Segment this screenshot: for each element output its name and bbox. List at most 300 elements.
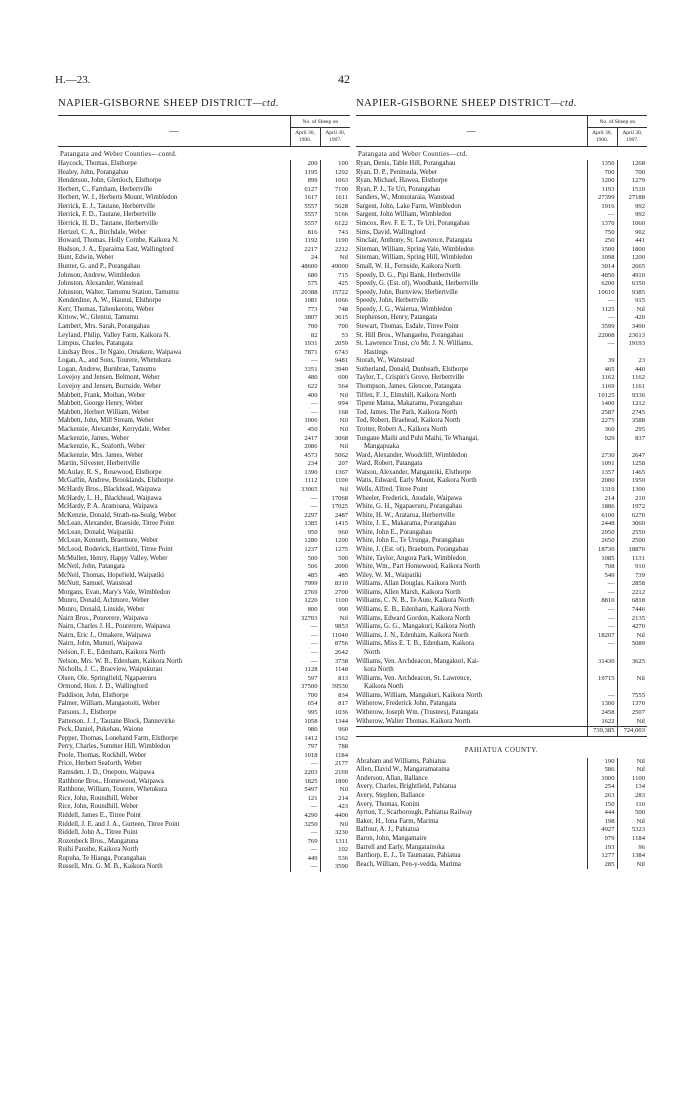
row-name: White, J. (Est. of), Braeburn, Porangahau — [356, 546, 469, 554]
sheep-1906: — — [290, 649, 320, 658]
row-name: Riddell, J. E. and J. A., Gurteen, Titree Point — [58, 820, 180, 828]
table-row — [356, 683, 647, 692]
sheep-1906: 1617 — [290, 194, 320, 203]
table-row — [356, 606, 647, 615]
table-row — [356, 452, 647, 461]
row-name: Mackenzie, Mrs. James, Weber — [58, 451, 144, 459]
row-name: Russell, Mrs. G. M. B., Kaikora North — [58, 863, 163, 871]
table-row — [58, 177, 350, 186]
sheep-1907: 3490 — [617, 323, 647, 332]
sheep-1907: 9481 — [320, 357, 350, 366]
sheep-1906: 708 — [587, 563, 617, 572]
table-row — [356, 563, 647, 572]
sheep-1906: 4290 — [290, 812, 320, 821]
sheep-1907: 3588 — [617, 417, 647, 426]
row-name: Tod, Robert, Braehead, Kaikora North — [356, 417, 461, 425]
sheep-1906: 1091 — [587, 460, 617, 469]
sheep-1907: 1268 — [617, 160, 647, 169]
sheep-1906: 1277 — [587, 852, 617, 861]
row-name: Williams, Ven. Archdeacon, Mangakuri, Kai- — [356, 657, 480, 665]
row-name: Hertzel, C. A., Birchdale, Weber — [58, 228, 147, 236]
row-name: Barthorp, E. J., Te Taumatau, Pahiatua — [356, 852, 461, 860]
sheep-1906: 22008 — [587, 332, 617, 341]
row-name: McHardy Bros., Blackhead, Waipawa — [58, 485, 161, 493]
page-reference: H.—23. — [55, 74, 91, 86]
sheep-1906: 1220 — [290, 597, 320, 606]
sheep-1906: 1162 — [587, 374, 617, 383]
table-row — [58, 640, 350, 649]
sheep-1906: 263 — [587, 792, 617, 801]
sheep-1907: Nil — [320, 486, 350, 495]
sheep-1906: — — [290, 495, 320, 504]
county-title: PAHIATUA COUNTY. — [464, 747, 539, 755]
sheep-1907: 4270 — [617, 623, 647, 632]
table-row — [58, 211, 350, 220]
sheep-1907: 1510 — [617, 186, 647, 195]
sheep-1906 — [587, 443, 617, 452]
table-row — [356, 306, 647, 315]
row-name: Williams, Miss E. T. B., Edenham, Kaikora — [356, 640, 475, 648]
row-name: Tiffen, F. J., Elmshill, Kaikora North — [356, 391, 457, 399]
table-header — [356, 115, 647, 147]
sheep-1906: — — [290, 623, 320, 632]
row-name: Small, W. H., Fernside, Kaikora North — [356, 262, 461, 270]
table-row — [356, 572, 647, 581]
right-table-body — [356, 147, 647, 869]
sheep-1907: 4400 — [320, 812, 350, 821]
table-row — [356, 417, 647, 426]
row-name: Stewart, Thomas, Esdale, Titree Point — [356, 322, 459, 330]
table-row — [58, 340, 350, 349]
table-row — [58, 529, 350, 538]
sheep-1906: 48600 — [290, 263, 320, 272]
sheep-1906: 750 — [587, 229, 617, 238]
sheep-1906: 3014 — [587, 263, 617, 272]
table-row — [356, 775, 647, 784]
table-row — [356, 435, 647, 444]
table-row — [356, 254, 647, 263]
sheep-1907: 788 — [320, 743, 350, 752]
table-row — [356, 332, 647, 341]
table-row — [58, 495, 350, 504]
sheep-1906: 39 — [587, 357, 617, 366]
table-row — [356, 623, 647, 632]
table-row — [58, 778, 350, 787]
table-row — [356, 349, 647, 358]
sheep-1907: 837 — [617, 435, 647, 444]
table-row — [58, 692, 350, 701]
sheep-1907: 5323 — [617, 826, 647, 835]
row-name: Speedy, John, Burnview, Herbertville — [356, 288, 458, 296]
row-name: White, H. W., Aratarua, Herbertville — [356, 511, 455, 519]
row-name: Williams, Allen Marsh, Kaikora North — [356, 588, 461, 596]
table-row — [356, 409, 647, 418]
sheep-1907: 915 — [617, 297, 647, 306]
sheep-1907 — [617, 349, 647, 358]
table-row — [356, 546, 647, 555]
table-row — [58, 194, 350, 203]
header-sheep-label: No. of Sheep on — [587, 116, 647, 128]
row-name: Olsen, Ole, Springfield, Ngapaeruru — [58, 674, 157, 682]
row-name: Rice, John, Roundhill, Weber — [58, 794, 139, 802]
sheep-1906: — — [290, 829, 320, 838]
sheep-1907: 1161 — [617, 383, 647, 392]
sheep-1906: 597 — [290, 675, 320, 684]
sheep-1907: 748 — [320, 306, 350, 315]
table-row — [356, 809, 647, 818]
row-name: McNutt, Samuel, Wanstead — [58, 580, 133, 588]
sheep-1907 — [617, 666, 647, 675]
sheep-1906: — — [290, 400, 320, 409]
sheep-1907: Nil — [320, 417, 350, 426]
header-year-1906: April 30, 1906. — [587, 128, 617, 147]
header-blank: — — [169, 126, 179, 136]
row-name: Rathbone, William, Tourere, Whetukura — [58, 786, 168, 794]
sheep-1907: 1258 — [617, 460, 647, 469]
row-name: Lovejoy and Jensen, Belmont, Weber — [58, 374, 160, 382]
row-name: Sanders, W., Motuotaraia, Wanstead — [356, 194, 455, 202]
table-row — [58, 795, 350, 804]
sheep-1907: 440 — [617, 366, 647, 375]
table-row — [58, 735, 350, 744]
row-name: Anderson, Allan, Ballance — [356, 774, 428, 782]
sheep-1906: — — [587, 297, 617, 306]
sheep-1907: 11040 — [320, 632, 350, 641]
sheep-1907: Nil — [320, 426, 350, 435]
sheep-1907: 600 — [320, 374, 350, 383]
sheep-1907: 2642 — [320, 649, 350, 658]
table-row — [58, 632, 350, 641]
sheep-1907: 96 — [617, 844, 647, 853]
sheep-1907: 2059 — [320, 340, 350, 349]
row-name: Herbert, C., Farnham, Herbertville — [58, 185, 153, 193]
table-row — [58, 460, 350, 469]
sheep-1906: — — [290, 803, 320, 812]
sheep-1906: 3250 — [290, 821, 320, 830]
sheep-1907: Nil — [320, 615, 350, 624]
row-name: Baron, John, Mangamaire — [356, 834, 427, 842]
table-row — [58, 426, 350, 435]
sheep-1907: 39530 — [320, 683, 350, 692]
row-name: Wiley, W. M., Waipatiki — [356, 571, 422, 579]
sheep-1906: 2730 — [587, 452, 617, 461]
sheep-1907: Nil — [320, 254, 350, 263]
row-name: Rathbone Bros., Homewood, Waipawa — [58, 777, 164, 785]
sheep-1906: — — [587, 640, 617, 649]
sheep-1907: 536 — [320, 855, 350, 864]
sheep-1906: 198 — [587, 818, 617, 827]
sheep-1907: 700 — [617, 169, 647, 178]
sheep-1906: 33065 — [290, 486, 320, 495]
table-row — [58, 658, 350, 667]
table-row — [58, 220, 350, 229]
sheep-1906: 1169 — [587, 383, 617, 392]
row-name: Sargent, John, Lake Farm, Wimbledon — [356, 202, 461, 210]
sheep-1907: 1972 — [617, 503, 647, 512]
sheep-1907: 441 — [617, 237, 647, 246]
table-row — [58, 829, 350, 838]
sheep-1907: 2858 — [617, 580, 647, 589]
sheep-1906: 444 — [587, 809, 617, 818]
sheep-1906: 485 — [290, 572, 320, 581]
row-name: North — [364, 648, 380, 656]
sheep-1907: 1162 — [617, 374, 647, 383]
sheep-1906: 6127 — [290, 186, 320, 195]
table-row — [58, 417, 350, 426]
sheep-1906: 1390 — [290, 469, 320, 478]
sheep-1906: 1058 — [290, 718, 320, 727]
table-row — [58, 572, 350, 581]
row-name: Stephenson, Henry, Patangata — [356, 314, 438, 322]
row-name: Ryan, Michael, Hawea, Elsthorpe — [356, 177, 448, 185]
row-name: St. Hill Bros., Whangaehu, Porangahau — [356, 331, 464, 339]
table-row — [356, 280, 647, 289]
row-name: Johnston, Alexander, Wanstead — [58, 280, 143, 288]
table-row — [58, 537, 350, 546]
sheep-1907: 9853 — [320, 623, 350, 632]
sheep-1907: 295 — [617, 426, 647, 435]
sheep-1907: 3615 — [320, 314, 350, 323]
sheep-1907: 485 — [320, 572, 350, 581]
total-1907: 724,003 — [617, 727, 647, 737]
row-name: Herrick, H. D., Tautane, Herbertville — [58, 220, 158, 228]
sheep-1907: 4910 — [617, 272, 647, 281]
table-row — [356, 503, 647, 512]
section-heading: Patangata and Weber Counties—ctd. — [358, 151, 468, 159]
row-name: Riddell, James E., Titree Point — [58, 811, 141, 819]
table-row — [58, 160, 350, 169]
sheep-1907: 1275 — [320, 546, 350, 555]
table-row — [58, 666, 350, 675]
sheep-1906: 3599 — [587, 323, 617, 332]
sheep-1906: 2950 — [587, 529, 617, 538]
left-column — [58, 97, 350, 872]
sheep-1907: 1066 — [320, 297, 350, 306]
sheep-1906: 1125 — [587, 306, 617, 315]
row-name: Kaikora North — [364, 683, 404, 691]
sheep-1907 — [617, 649, 647, 658]
sheep-1907: 27188 — [617, 194, 647, 203]
sheep-1907 — [617, 683, 647, 692]
table-row — [58, 580, 350, 589]
sheep-1906: 480 — [290, 374, 320, 383]
row-name: Trotter, Robert A., Kaikora North — [356, 425, 448, 433]
table-row — [58, 237, 350, 246]
sheep-1907: 1465 — [617, 469, 647, 478]
sheep-1907: 8756 — [320, 640, 350, 649]
row-name: Munro, Donald, Linside, Weber — [58, 606, 145, 614]
table-row — [356, 692, 647, 701]
sheep-1906: 2458 — [587, 709, 617, 718]
row-name: Ryan, D. P., Peninsula, Weber — [356, 168, 438, 176]
sheep-1907: 2212 — [320, 246, 350, 255]
row-name: Williams, Allan Douglas, Kaikora North — [356, 580, 466, 588]
table-row — [58, 409, 350, 418]
row-name: Speedy, D. G., Pipi Bank, Herbertville — [356, 271, 461, 279]
row-name: Watts, Edward, Early Mount, Kaikora North — [356, 477, 477, 485]
sheep-1907: 134 — [617, 783, 647, 792]
sheep-1906: — — [290, 632, 320, 641]
row-name: Ramsden, J. D., Onepoto, Waipawa — [58, 769, 155, 777]
sheep-1906: 797 — [290, 743, 320, 752]
table-row — [58, 803, 350, 812]
sheep-1906: 1319 — [587, 486, 617, 495]
row-name: Logan, A., and Sons, Tourere, Whetukura — [58, 357, 171, 365]
sheep-1907: 168 — [320, 409, 350, 418]
row-name: Ormond, Hon. J. D., Wallingford — [58, 683, 148, 691]
row-name: Haycock, Thomas, Elsthorpe — [58, 160, 137, 167]
row-name: Speedy, G. (Est. of), Woodbank, Herbertville — [356, 280, 479, 288]
sheep-1906: 37500 — [290, 683, 320, 692]
sheep-1907: 1190 — [320, 237, 350, 246]
sheep-1907: 53 — [320, 332, 350, 341]
sheep-1906: 2448 — [587, 520, 617, 529]
sheep-1906: 586 — [587, 766, 617, 775]
table-row — [356, 597, 647, 606]
sheep-1906: 2203 — [290, 769, 320, 778]
table-row — [58, 203, 350, 212]
table-row — [356, 400, 647, 409]
sheep-1907: 2550 — [617, 529, 647, 538]
table-row — [58, 649, 350, 658]
table-row — [356, 314, 647, 323]
sheep-1906: 400 — [290, 392, 320, 401]
row-name: Williams, Ven. Archdeacon, St. Lawrence, — [356, 674, 472, 682]
table-row — [58, 752, 350, 761]
row-name: Taylor, T., Crispin's Grove, Herbertville — [356, 374, 465, 382]
row-name: Parsons, J., Elsthorpe — [58, 709, 117, 716]
row-name: Nairn Bros., Pourerere, Waipawa — [58, 614, 148, 622]
table-row — [356, 237, 647, 246]
sheep-1907: 739 — [617, 572, 647, 581]
sheep-1906: 769 — [290, 838, 320, 847]
table-row — [356, 443, 647, 452]
sheep-1907: 2507 — [617, 709, 647, 718]
row-name: Lovejoy and Jensen, Burnside, Weber — [58, 383, 161, 391]
sheep-1907: 6818 — [617, 597, 647, 606]
sheep-1906: 929 — [587, 435, 617, 444]
table-row — [58, 452, 350, 461]
sheep-1907: 6743 — [320, 349, 350, 358]
table-row — [356, 826, 647, 835]
sheep-1906: — — [587, 314, 617, 323]
sheep-1906: 1128 — [290, 666, 320, 675]
row-name: Healey, John, Porangahau — [58, 168, 129, 176]
row-name: McGaffin, Andrew, Brooklands, Elsthorpe — [58, 477, 174, 485]
sheep-1906: 2275 — [587, 417, 617, 426]
table-row — [356, 783, 647, 792]
sheep-1906: 2417 — [290, 435, 320, 444]
table-row — [356, 477, 647, 486]
table-row — [356, 272, 647, 281]
table-row — [58, 726, 350, 735]
table-row — [356, 589, 647, 598]
sheep-1906: 506 — [290, 563, 320, 572]
sheep-1906: 24 — [290, 254, 320, 263]
table-row — [356, 469, 647, 478]
row-name: Storah, W., Wanstead — [356, 357, 415, 365]
row-name: McNeil, John, Patangata — [58, 563, 125, 571]
sheep-1907: Nil — [617, 766, 647, 775]
row-name: Williams, E. B., Edenham, Kaikora North — [356, 606, 470, 614]
sheep-1906: — — [290, 760, 320, 769]
sheep-1906: — — [290, 357, 320, 366]
row-name: Sinclair, Anthony, St. Lawrence, Patangata — [356, 237, 473, 245]
sheep-1907: 902 — [617, 229, 647, 238]
sheep-1906: 449 — [290, 855, 320, 864]
sheep-1906: 980 — [290, 726, 320, 735]
row-name: White, Wm., Part Homewood, Kaikora North — [356, 563, 480, 571]
table-row — [356, 297, 647, 306]
sheep-1907: 15722 — [320, 289, 350, 298]
row-name: Watson, Alexander, Mangateiki, Elsthorpe — [356, 468, 472, 476]
sheep-1906: 31430 — [587, 658, 617, 667]
sheep-1906: 465 — [587, 366, 617, 375]
row-name: Hunt, Edwin, Weber — [58, 254, 114, 262]
table-row — [356, 658, 647, 667]
sheep-1907: Nil — [617, 758, 647, 767]
row-name: Leyland, Philip, Valley Farm, Kaikora N. — [58, 331, 171, 339]
sheep-1906: 1370 — [587, 220, 617, 229]
row-name: Nairn, Eric J., Omakere, Waipawa — [58, 631, 151, 639]
row-name: Herrick, F. D., Tautane, Herbertville — [58, 211, 157, 219]
sheep-1906: 500 — [290, 555, 320, 564]
table-row — [58, 718, 350, 727]
row-name: Palmer, William, Mangaotoiti, Weber — [58, 700, 160, 708]
table-row — [356, 486, 647, 495]
sheep-1907: 2700 — [320, 589, 350, 598]
sheep-1907: 2000 — [320, 563, 350, 572]
row-name: Wells, Alfred, Titree Point — [356, 485, 428, 493]
row-name: Mackenzie, K., Seaforth, Weber — [58, 443, 146, 451]
table-row — [58, 743, 350, 752]
row-name: Limpus, Charles, Patangata — [58, 340, 133, 348]
table-row — [58, 349, 350, 358]
sheep-1906: 700 — [587, 169, 617, 178]
row-name: Nicholls, J. C., Braeview, Waipukurau — [58, 666, 163, 674]
sheep-1906: 1350 — [587, 160, 617, 169]
sheep-1906: 6200 — [587, 280, 617, 289]
table-row — [58, 760, 350, 769]
sheep-1907: 110 — [617, 801, 647, 810]
sheep-1906: 1192 — [290, 237, 320, 246]
table-row — [58, 297, 350, 306]
table-row — [356, 220, 647, 229]
row-name: Rozenbeck Bros., Mangatuna — [58, 837, 139, 845]
row-name: Avery, Thomas, Konini — [356, 800, 420, 808]
table-row — [356, 289, 647, 298]
row-name: Nairn, John, Munuri, Waipawa — [58, 640, 142, 648]
row-name: Pepper, Thomas, Lonehand Farm, Elsthorpe — [58, 734, 178, 742]
sheep-1906: 150 — [587, 801, 617, 810]
row-name: Sargent, John William, Wimbledon — [356, 211, 452, 219]
table-row — [356, 340, 647, 349]
row-name: Nelson, F. E., Edenham, Kaikora North — [58, 648, 166, 656]
sheep-1907: 1131 — [617, 555, 647, 564]
table-row — [58, 769, 350, 778]
sheep-1906: 2086 — [290, 443, 320, 452]
sheep-1906: — — [587, 211, 617, 220]
row-name: Wheeler, Frederick, Ansdale, Waipawa — [356, 494, 462, 502]
sheep-1906: — — [587, 623, 617, 632]
sheep-1907: 49000 — [320, 263, 350, 272]
sheep-1907: 1212 — [617, 400, 647, 409]
table-row — [58, 443, 350, 452]
table-row — [356, 169, 647, 178]
sheep-1906: 1886 — [587, 503, 617, 512]
sheep-1907: 1279 — [617, 177, 647, 186]
row-name: Morgans, Evan, Mary's Vale, Wimbledon — [58, 588, 171, 596]
